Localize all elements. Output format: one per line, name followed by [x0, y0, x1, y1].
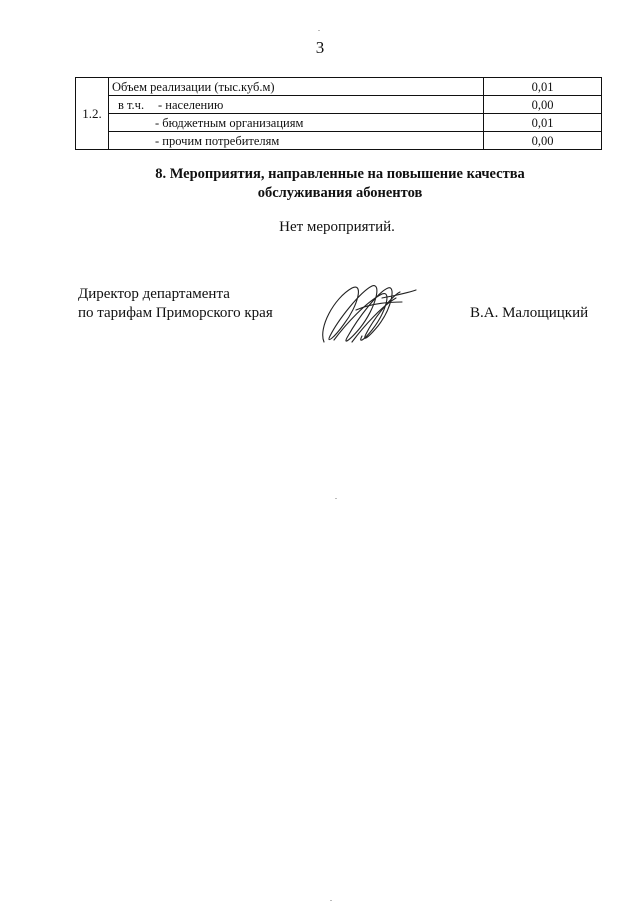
row-label [109, 132, 484, 150]
sales-volume-table [75, 77, 602, 150]
row-value: 0,01 [484, 78, 602, 96]
scan-artifact [318, 30, 320, 31]
row-label [109, 78, 484, 96]
signatory-name: В.А. Малощицкий [470, 305, 589, 321]
row-prefix: в т.ч. [118, 97, 145, 112]
row-label-text: - бюджетным организациям [155, 115, 304, 130]
row-value: 0,00 [484, 132, 602, 150]
table-row [76, 132, 602, 150]
table-row [76, 78, 602, 96]
page-number: 3 [315, 38, 325, 57]
section-heading-line: обслуживания абонентов [257, 185, 423, 201]
scan-artifact [330, 900, 332, 901]
table-row [76, 114, 602, 132]
scan-artifact [335, 498, 337, 499]
signatory-title-line: по тарифам Приморского края [78, 305, 273, 321]
row-label [109, 114, 484, 132]
section-heading-line: 8. Мероприятия, направленные на повышение качества [155, 166, 525, 182]
signatory-title-line: Директор департамента [78, 286, 230, 302]
row-label [109, 96, 484, 114]
row-label-text: - населению [158, 97, 224, 112]
row-label-text: Объем реализации (тыс.куб.м) [112, 79, 275, 94]
row-value: 0,00 [484, 96, 602, 114]
handwritten-signature [312, 280, 422, 352]
table-row [76, 96, 602, 114]
section-heading [0, 165, 640, 203]
item-number-cell: 1.2. [76, 78, 109, 150]
row-value: 0,01 [484, 114, 602, 132]
signatory-title [78, 285, 273, 323]
row-label-text: - прочим потребителям [155, 133, 280, 148]
section-body: Нет мероприятий. [279, 219, 395, 235]
